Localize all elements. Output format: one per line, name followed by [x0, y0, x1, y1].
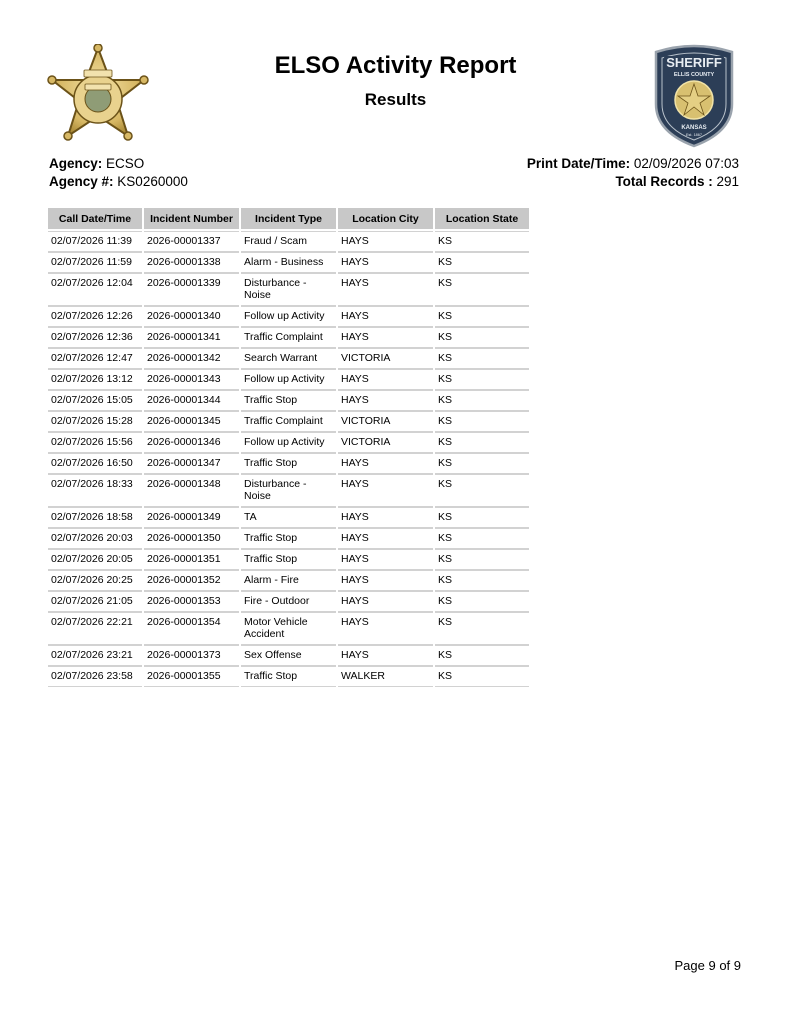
- cell-call-date-time: 02/07/2026 18:33: [48, 474, 142, 507]
- cell-location-state: KS: [435, 273, 529, 306]
- cell-incident-number: 2026-00001348: [144, 474, 239, 507]
- cell-location-state: KS: [435, 474, 529, 507]
- cell-incident-type: Follow up Activity: [241, 369, 336, 390]
- cell-location-state: KS: [435, 369, 529, 390]
- table-row: [48, 453, 529, 474]
- table-row: [48, 231, 529, 252]
- cell-location-city: HAYS: [338, 453, 433, 474]
- cell-location-city: HAYS: [338, 306, 433, 327]
- cell-call-date-time: 02/07/2026 12:26: [48, 306, 142, 327]
- cell-incident-type: Fire - Outdoor: [241, 591, 336, 612]
- cell-location-state: KS: [435, 348, 529, 369]
- cell-call-date-time: 02/07/2026 18:58: [48, 507, 142, 528]
- cell-location-city: VICTORIA: [338, 348, 433, 369]
- agency-value: ECSO: [106, 156, 145, 171]
- cell-call-date-time: 02/07/2026 11:59: [48, 252, 142, 273]
- cell-incident-number: 2026-00001340: [144, 306, 239, 327]
- report-subtitle: Results: [364, 90, 427, 109]
- cell-location-state: KS: [435, 432, 529, 453]
- cell-incident-number: 2026-00001349: [144, 507, 239, 528]
- cell-location-state: KS: [435, 390, 529, 411]
- table-row: [48, 549, 529, 570]
- cell-incident-number: 2026-00001352: [144, 570, 239, 591]
- table-row: [48, 327, 529, 348]
- cell-call-date-time: 02/07/2026 12:47: [48, 348, 142, 369]
- svg-text:ELLIS COUNTY: ELLIS COUNTY: [673, 72, 715, 78]
- cell-location-state: KS: [435, 306, 529, 327]
- cell-incident-number: 2026-00001346: [144, 432, 239, 453]
- print-datetime-line: [527, 155, 739, 173]
- cell-location-state: KS: [435, 666, 529, 687]
- cell-call-date-time: 02/07/2026 15:28: [48, 411, 142, 432]
- table-row: [48, 666, 529, 687]
- table-header-row: [48, 208, 529, 231]
- cell-call-date-time: 02/07/2026 16:50: [48, 453, 142, 474]
- column-header-location-state: Location State: [435, 208, 529, 231]
- cell-location-city: HAYS: [338, 612, 433, 645]
- cell-location-state: KS: [435, 612, 529, 645]
- cell-location-city: HAYS: [338, 591, 433, 612]
- svg-text:KANSAS: KANSAS: [681, 125, 707, 131]
- cell-location-state: KS: [435, 570, 529, 591]
- cell-incident-type: Fraud / Scam: [241, 231, 336, 252]
- total-records-label: Total Records :: [615, 174, 713, 189]
- cell-incident-type: Traffic Complaint: [241, 411, 336, 432]
- table-row: [48, 369, 529, 390]
- cell-location-city: HAYS: [338, 327, 433, 348]
- cell-incident-number: 2026-00001337: [144, 231, 239, 252]
- cell-location-city: VICTORIA: [338, 411, 433, 432]
- cell-incident-type: Disturbance - Noise: [241, 273, 336, 306]
- cell-location-state: KS: [435, 231, 529, 252]
- cell-incident-type: Follow up Activity: [241, 432, 336, 453]
- cell-incident-type: Disturbance - Noise: [241, 474, 336, 507]
- cell-location-state: KS: [435, 327, 529, 348]
- cell-call-date-time: 02/07/2026 20:03: [48, 528, 142, 549]
- cell-incident-number: 2026-00001342: [144, 348, 239, 369]
- cell-incident-type: Alarm - Fire: [241, 570, 336, 591]
- column-header-incident-type: Incident Type: [241, 208, 336, 231]
- cell-incident-number: 2026-00001339: [144, 273, 239, 306]
- cell-location-state: KS: [435, 591, 529, 612]
- agency-info: [49, 155, 188, 191]
- report-title: ELSO Activity Report: [274, 52, 517, 79]
- cell-location-city: HAYS: [338, 549, 433, 570]
- table-row: [48, 252, 529, 273]
- cell-call-date-time: 02/07/2026 12:04: [48, 273, 142, 306]
- print-datetime-label: Print Date/Time:: [526, 156, 631, 171]
- cell-location-state: KS: [435, 549, 529, 570]
- cell-call-date-time: 02/07/2026 23:58: [48, 666, 142, 687]
- cell-call-date-time: 02/07/2026 15:56: [48, 432, 142, 453]
- cell-incident-number: 2026-00001355: [144, 666, 239, 687]
- cell-location-state: KS: [435, 411, 529, 432]
- cell-location-city: WALKER: [338, 666, 433, 687]
- cell-call-date-time: 02/07/2026 20:05: [48, 549, 142, 570]
- cell-incident-number: 2026-00001344: [144, 390, 239, 411]
- print-info: [527, 155, 739, 191]
- cell-call-date-time: 02/07/2026 15:05: [48, 390, 142, 411]
- agency-line: [49, 155, 188, 173]
- page-number: Page 9 of 9: [674, 958, 741, 973]
- svg-text:Est. 1867: Est. 1867: [685, 133, 703, 137]
- cell-incident-number: 2026-00001341: [144, 327, 239, 348]
- cell-call-date-time: 02/07/2026 13:12: [48, 369, 142, 390]
- cell-location-city: HAYS: [338, 252, 433, 273]
- cell-call-date-time: 02/07/2026 21:05: [48, 591, 142, 612]
- cell-incident-number: 2026-00001353: [144, 591, 239, 612]
- column-header-call-date-time: Call Date/Time: [48, 208, 142, 231]
- cell-incident-number: 2026-00001338: [144, 252, 239, 273]
- table-row: [48, 306, 529, 327]
- cell-location-state: KS: [435, 645, 529, 666]
- cell-call-date-time: 02/07/2026 11:39: [48, 231, 142, 252]
- cell-incident-type: Traffic Stop: [241, 528, 336, 549]
- table-row: [48, 411, 529, 432]
- table-row: [48, 507, 529, 528]
- table-row: [48, 273, 529, 306]
- table-row: [48, 432, 529, 453]
- cell-location-state: KS: [435, 507, 529, 528]
- cell-incident-type: Traffic Complaint: [241, 327, 336, 348]
- cell-call-date-time: 02/07/2026 20:25: [48, 570, 142, 591]
- agency-label: Agency:: [49, 156, 103, 171]
- cell-location-city: HAYS: [338, 645, 433, 666]
- cell-call-date-time: 02/07/2026 22:21: [48, 612, 142, 645]
- cell-location-city: VICTORIA: [338, 432, 433, 453]
- cell-incident-type: Traffic Stop: [241, 549, 336, 570]
- cell-incident-number: 2026-00001345: [144, 411, 239, 432]
- print-datetime-value: 02/09/2026 07:03: [633, 156, 739, 171]
- cell-incident-type: Alarm - Business: [241, 252, 336, 273]
- activity-table: [46, 208, 531, 687]
- table-row: [48, 528, 529, 549]
- cell-location-city: HAYS: [338, 390, 433, 411]
- cell-location-city: HAYS: [338, 231, 433, 252]
- cell-incident-number: 2026-00001354: [144, 612, 239, 645]
- cell-incident-number: 2026-00001373: [144, 645, 239, 666]
- column-header-incident-number: Incident Number: [144, 208, 239, 231]
- cell-location-city: HAYS: [338, 528, 433, 549]
- table-row: [48, 348, 529, 369]
- agency-number-label: Agency #:: [49, 174, 114, 189]
- cell-incident-type: Traffic Stop: [241, 453, 336, 474]
- cell-call-date-time: 02/07/2026 12:36: [48, 327, 142, 348]
- cell-incident-number: 2026-00001350: [144, 528, 239, 549]
- cell-incident-type: Follow up Activity: [241, 306, 336, 327]
- cell-location-city: HAYS: [338, 507, 433, 528]
- cell-incident-number: 2026-00001351: [144, 549, 239, 570]
- cell-call-date-time: 02/07/2026 23:21: [48, 645, 142, 666]
- table-row: [48, 570, 529, 591]
- cell-incident-type: Motor Vehicle Accident: [241, 612, 336, 645]
- column-header-location-city: Location City: [338, 208, 433, 231]
- table-row: [48, 645, 529, 666]
- cell-location-state: KS: [435, 528, 529, 549]
- agency-number-value: KS0260000: [117, 174, 188, 189]
- cell-incident-type: Traffic Stop: [241, 390, 336, 411]
- table-row: [48, 474, 529, 507]
- cell-location-city: HAYS: [338, 570, 433, 591]
- cell-location-city: HAYS: [338, 369, 433, 390]
- table-row: [48, 390, 529, 411]
- cell-incident-type: Sex Offense: [241, 645, 336, 666]
- cell-incident-number: 2026-00001347: [144, 453, 239, 474]
- cell-location-state: KS: [435, 252, 529, 273]
- table-row: [48, 612, 529, 645]
- cell-location-state: KS: [435, 453, 529, 474]
- table-row: [48, 591, 529, 612]
- cell-incident-number: 2026-00001343: [144, 369, 239, 390]
- cell-location-city: HAYS: [338, 273, 433, 306]
- svg-text:SHERIFF: SHERIFF: [666, 55, 722, 70]
- cell-incident-type: TA: [241, 507, 336, 528]
- cell-incident-type: Search Warrant: [241, 348, 336, 369]
- total-records-value: 291: [716, 174, 739, 189]
- total-records-line: [527, 173, 739, 191]
- cell-location-city: HAYS: [338, 474, 433, 507]
- agency-number-line: [49, 173, 188, 191]
- cell-incident-type: Traffic Stop: [241, 666, 336, 687]
